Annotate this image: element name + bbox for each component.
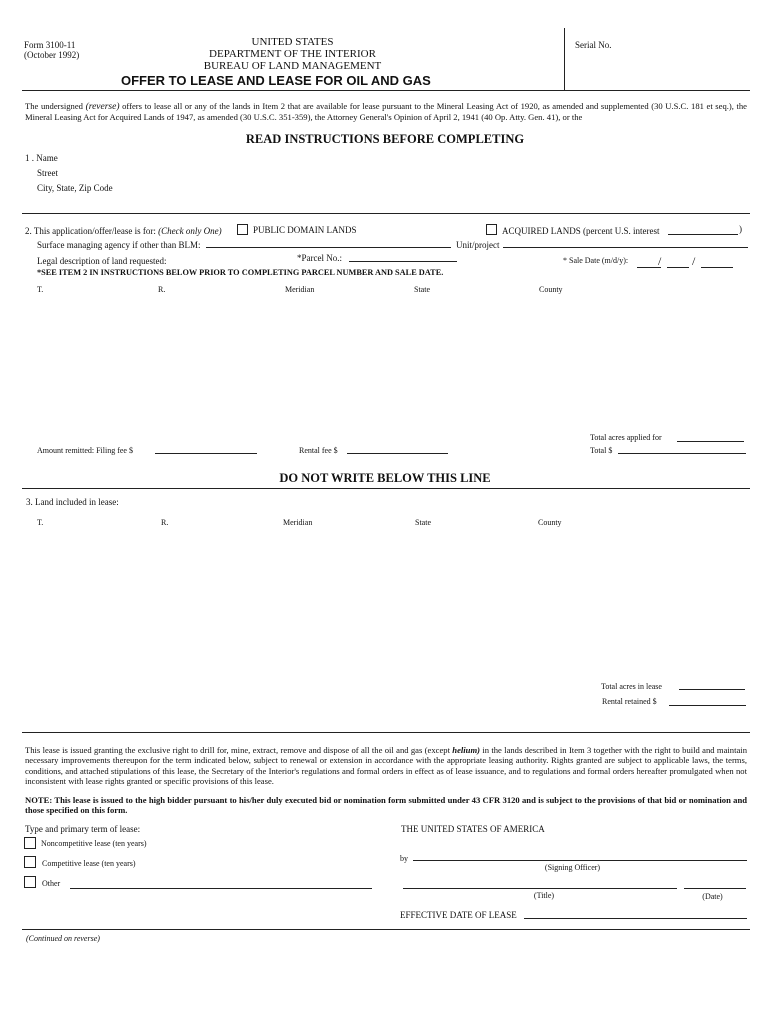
sale-year-field[interactable]: [701, 267, 733, 268]
filing-fee-field[interactable]: [155, 453, 257, 454]
rental-retained-field[interactable]: [669, 705, 746, 706]
agency-line-2: DEPARTMENT OF THE INTERIOR: [209, 48, 376, 60]
rental-fee-label: Rental fee $: [299, 446, 338, 455]
sale-date-slash-1: /: [658, 254, 662, 268]
public-domain-label: PUBLIC DOMAIN LANDS: [253, 225, 357, 235]
acquired-lands-label: ACQUIRED LANDS (percent U.S. interest: [502, 226, 660, 236]
competitive-label: Competitive lease (ten years): [42, 859, 136, 868]
footer-rule: [22, 929, 750, 930]
agency-block: [170, 36, 415, 72]
item3-col-county: County: [538, 518, 562, 527]
note-paragraph: NOTE: This lease is issued to the high bidder pursuant to his/her duly executed bid or nomination form submitted under 43 CFR 3120 and is subject to the provisions of that bid or nomination and those specified on this form.: [25, 795, 747, 816]
read-instructions-heading: READ INSTRUCTIONS BEFORE COMPLETING: [245, 132, 525, 146]
do-not-write-heading: DO NOT WRITE BELOW THIS LINE: [279, 471, 491, 485]
serial-label: Serial No.: [575, 40, 612, 50]
item1-rule: [22, 213, 750, 214]
col-township: T.: [37, 285, 44, 294]
unit-project-field[interactable]: [503, 247, 748, 248]
acquired-lands-checkbox[interactable]: [486, 224, 497, 235]
total-acres-applied-label: Total acres applied for: [590, 433, 662, 442]
continued-on-reverse: (Continued on reverse): [26, 934, 100, 943]
noncompetitive-checkbox[interactable]: [24, 837, 36, 849]
signing-officer-field[interactable]: [413, 860, 747, 861]
item3-col-range: R.: [161, 518, 169, 527]
intro-text-before: The undersigned: [25, 101, 86, 111]
intro-paragraph: [25, 101, 747, 123]
item2-label: [25, 226, 222, 237]
street-label: Street: [37, 168, 58, 178]
percent-interest-field[interactable]: [668, 234, 738, 235]
city-state-zip-field[interactable]: [120, 180, 420, 193]
header-rule: [22, 90, 750, 91]
rental-retained-label: Rental retained $: [602, 697, 657, 706]
check-only-one: (Check only One): [158, 226, 222, 236]
serial-box-divider: [564, 28, 565, 90]
item3-col-state: State: [415, 518, 431, 527]
agency-line-3: BUREAU OF LAND MANAGEMENT: [203, 60, 382, 72]
signing-officer-caption: (Signing Officer): [544, 863, 601, 872]
col-county: County: [539, 285, 563, 294]
by-label: by: [400, 854, 408, 863]
legal-description-label: Legal description of land requested:: [37, 256, 167, 266]
col-meridian: Meridian: [285, 285, 315, 294]
total-acres-lease-field[interactable]: [679, 689, 745, 690]
lease-text-before: This lease is issued granting the exclusive right to drill for, mine, extract, remove and dispose of all the oil and gas (except: [25, 745, 453, 755]
rental-fee-field[interactable]: [347, 453, 448, 454]
effective-date-label: EFFECTIVE DATE OF LEASE: [400, 910, 517, 920]
date-field[interactable]: [684, 888, 746, 889]
noncompetitive-label: Noncompetitive lease (ten years): [41, 839, 147, 848]
other-checkbox[interactable]: [24, 876, 36, 888]
intro-reverse: (reverse): [85, 102, 120, 112]
parcel-number-label: *Parcel No.:: [297, 253, 342, 263]
competitive-checkbox[interactable]: [24, 856, 36, 868]
surface-agency-label: Surface managing agency if other than BLM:: [37, 240, 201, 250]
name-field[interactable]: [70, 150, 370, 163]
name-label: 1 . Name: [25, 153, 58, 163]
page-title: OFFER TO LEASE AND LEASE FOR OIL AND GAS: [121, 73, 431, 88]
item3-col-meridian: Meridian: [283, 518, 313, 527]
lease-text-after: in the lands described in Item 3 together with the right to build and maintain necessary improvements thereupon for the term indicated below, subject to renewal or extension in accordance with the appropriate leasing authority. Rights granted are subject to applicable laws, the terms, conditions, and attached stipulations of this lease, the Secretary of the Interior's regulations and formal orders in effect as of lease issuance, and to regulations and formal orders hereafter promulgated when not inconsistent with lease rights granted or specific provisions of this lease.: [25, 745, 747, 787]
street-field[interactable]: [70, 165, 370, 178]
item2-label-text: 2. This application/offer/lease is for:: [25, 226, 159, 236]
land-included-label: 3. Land included in lease:: [26, 497, 119, 507]
col-range: R.: [158, 285, 166, 294]
form-date: (October 1992): [24, 50, 80, 60]
see-item-2-note: *SEE ITEM 2 IN INSTRUCTIONS BELOW PRIOR TO COMPLETING PARCEL NUMBER AND SALE DATE.: [37, 268, 444, 277]
total-acres-applied-field[interactable]: [677, 441, 744, 442]
total-field[interactable]: [618, 453, 746, 454]
agency-line-1: UNITED STATES: [251, 36, 334, 48]
filing-fee-label: Amount remitted: Filing fee $: [37, 446, 133, 455]
sale-day-field[interactable]: [667, 267, 689, 268]
title-field[interactable]: [403, 888, 677, 889]
col-state: State: [414, 285, 430, 294]
term-label: Type and primary term of lease:: [25, 824, 141, 834]
item3-col-township: T.: [37, 518, 44, 527]
title-caption: (Title): [533, 891, 555, 900]
other-term-field[interactable]: [70, 888, 372, 889]
other-label: Other: [42, 879, 61, 888]
public-domain-checkbox[interactable]: [237, 224, 248, 235]
do-not-write-rule: [22, 488, 750, 489]
total-label: Total $: [590, 446, 613, 455]
lease-grant-paragraph: [25, 745, 747, 787]
serial-number-field[interactable]: [577, 52, 747, 86]
acquired-close-paren: ): [739, 224, 742, 234]
parcel-number-field[interactable]: [349, 261, 457, 262]
intro-text-after: offers to lease all or any of the lands in Item 2 that are available for lease pursuant to the Mineral Leasing Act of 1920, as amended and supplemented (30 U.S.C. 181 et seq.), the Mineral Leasing Act for Acquired Lands of 1947, as amended (30 U.S.C. 351-359), the Attorney General's Opinion of April 2, 1941 (40 Op. Atty. Gen. 41), or the: [25, 101, 747, 123]
effective-date-field[interactable]: [524, 918, 747, 919]
item3-rule: [22, 732, 750, 733]
unit-project-label: Unit/project: [456, 240, 500, 250]
land-description-area[interactable]: [30, 298, 748, 426]
lease-land-area[interactable]: [30, 532, 748, 672]
usa-label: THE UNITED STATES OF AMERICA: [401, 824, 545, 834]
city-state-zip-label: City, State, Zip Code: [37, 183, 113, 193]
total-acres-lease-label: Total acres in lease: [601, 682, 662, 691]
lease-text-helium: helium): [452, 745, 480, 755]
sale-date-slash-2: /: [692, 254, 696, 268]
date-caption: (Date): [702, 892, 723, 901]
surface-agency-field[interactable]: [206, 247, 451, 248]
sale-date-label: * Sale Date (m/d/y):: [563, 256, 629, 265]
form-number: Form 3100-11: [24, 40, 76, 50]
